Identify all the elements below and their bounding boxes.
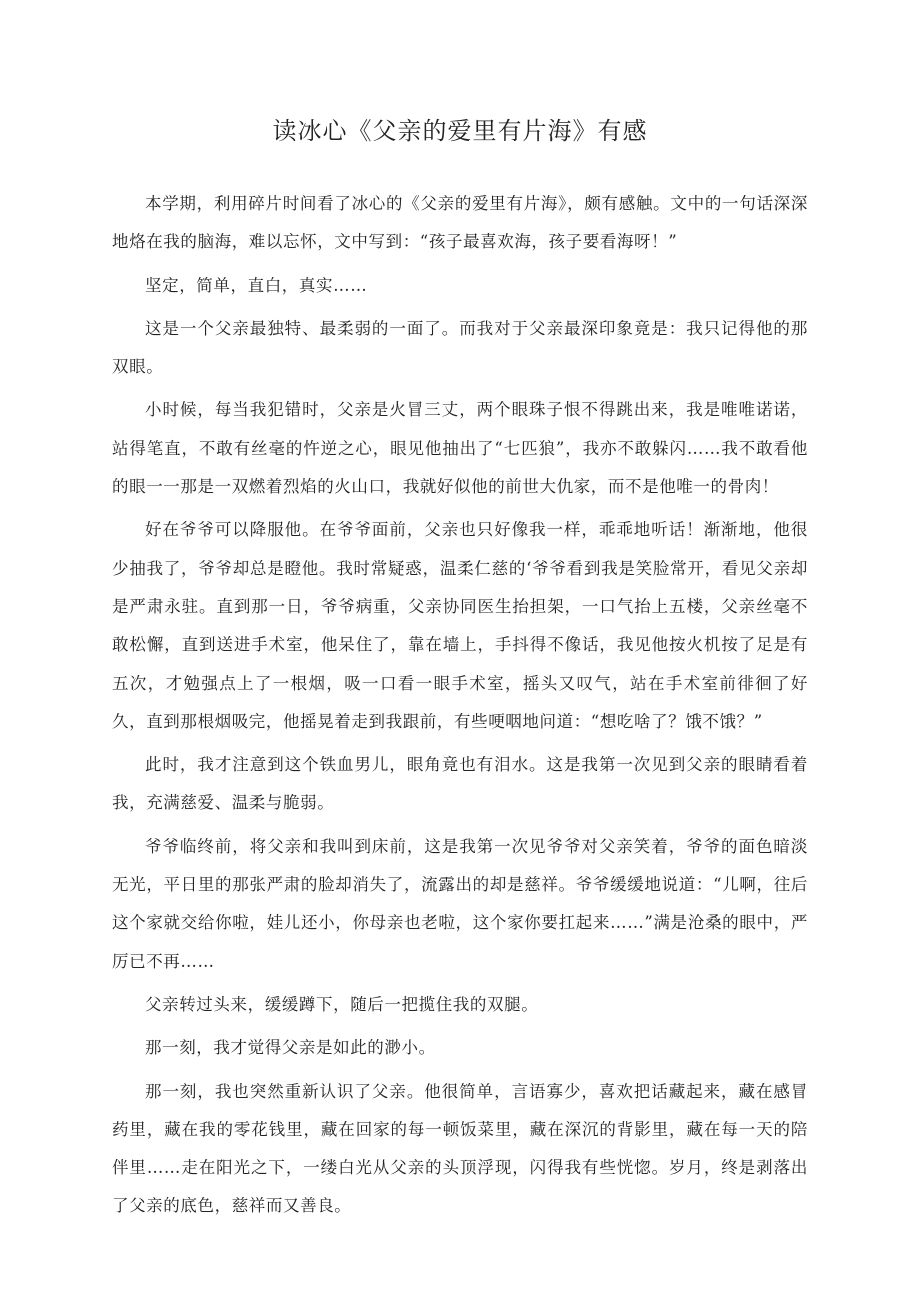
document-body [112,185,808,1231]
paragraph-2: 坚定，简单，直白，真实…… [145,275,368,295]
paragraph-9: 那一刻，我才觉得父亲是如此的渺小。 [145,1038,436,1058]
paragraph-7: 爷爷临终前，将父亲和我叫到床前，这是我第一次见爷爷对父亲笑着，爷爷的面色暗淡无光，平日里的那张严肃的脸却消失了，流露出的却是慈祥。爷爷缓缓地说道：“儿啊，往后这个家就交给你啦，娃儿还小，你母亲也老啦，这个家你要扛起来……”满是沧桑的眼中，严厉已不再…… [112,836,808,971]
paragraph-1: 本学期，利用碎片时间看了冰心的《父亲的爱里有片海》，颇有感触。文中的一句话深深地烙在我的脑海，难以忘怀，文中写到：“孩子最喜欢海，孩子要看海呀！” [112,194,808,252]
paragraph-10: 那一刻，我也突然重新认识了父亲。他很简单，言语寡少，喜欢把话藏起来，藏在感冒药里，藏在我的零花钱里，藏在回家的每一顿饭菜里，藏在深沉的背影里，藏在每一天的陪伴里……走在阳光之下，一缕白光从父亲的头顶浮现，闪得我有些恍惚。岁月，终是剥落出了父亲的底色，慈祥而又善良。 [112,1081,808,1216]
document-title: 读冰心《父亲的爱里有片海》有感 [272,117,648,145]
paragraph-4: 小时候，每当我犯错时，父亲是火冒三丈，两个眼珠子恨不得跳出来，我是唯唯诺诺，站得笔直，不敢有丝毫的忤逆之心，眼见他抽出了“七匹狼”，我亦不敢躲闪……我不敢看他的眼一一那是一双燃着烈焰的火山口，我就好似他的前世大仇家，而不是他唯一的骨肉！ [112,400,808,497]
paragraph-6: 此时，我才注意到这个铁血男儿，眼角竟也有泪水。这是我第一次见到父亲的眼睛看着我，充满慈爱、温柔与脆弱。 [112,755,808,813]
paragraph-3: 这是一个父亲最独特、最柔弱的一面了。而我对于父亲最深印象竟是：我只记得他的那双眼。 [112,318,808,377]
paragraph-5: 好在爷爷可以降服他。在爷爷面前，父亲也只好像我一样，乖乖地听话！渐渐地，他很少抽我了，爷爷却总是瞪他。我时常疑惑，温柔仁慈的‘爷爷看到我是笑脸常开，看见父亲却是严肃永驻。直到那一日，爷爷病重，父亲协同医生抬担架，一口气抬上五楼，父亲丝毫不敢松懈，直到送进手术室，他呆住了，靠在墙上，手抖得不像话，我见他按火机按了足是有五次，才勉强点上了一根烟，吸一口看一眼手术室，摇头又叹气，站在手术室前徘徊了好久，直到那根烟吸完，他摇晃着走到我跟前，有些哽咽地问道：“想吃啥了？饿不饿？” [112,520,808,731]
paragraph-8: 父亲转过头来，缓缓蹲下，随后一把揽住我的双腿。 [145,994,539,1014]
